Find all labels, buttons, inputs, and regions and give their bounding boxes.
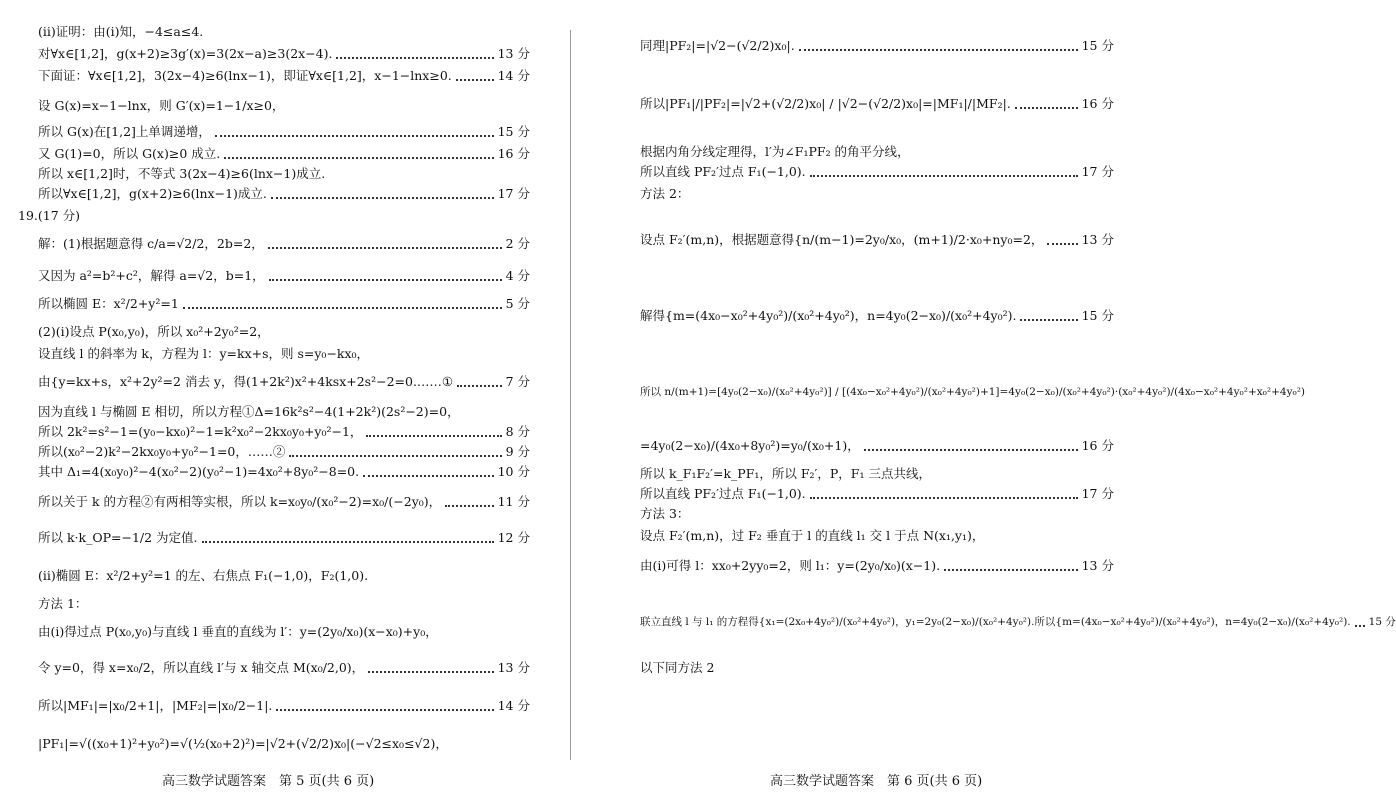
left-line-21: 所以 k·k_OP=−1/2 为定值. 12 分: [38, 530, 530, 545]
right-line-9: =4y₀(2−x₀)/(4x₀+8y₀²)=y₀/(x₀+1)， 16 分: [640, 438, 1114, 453]
left-line-7: 所以 x∈[1,2]时，不等式 3(2x−4)≥6(lnx−1)成立.: [38, 166, 326, 181]
right-line-5: 方法 2：: [640, 186, 690, 201]
right-line-4: 所以直线 PF₂′过点 F₁(−1,0). 17 分: [640, 164, 1114, 179]
left-line-24: 由(ⅰ)得过点 P(x₀,y₀)与直线 l 垂直的直线为 l′：y=(2y₀/x₀)(x−x₀)+y₀，: [38, 624, 438, 639]
right-line-16: 以下同方法 2: [640, 660, 715, 675]
left-line-23: 方法 1：: [38, 596, 88, 611]
question-19-header: 19.(17 分): [18, 208, 81, 223]
page-divider: [570, 30, 571, 760]
footer-right: 高三数学试题答案 第 6 页(共 6 页): [770, 774, 983, 789]
left-line-14: 设直线 l 的斜率为 k，方程为 l：y=kx+s，则 s=y₀−kx₀，: [38, 346, 370, 361]
right-line-8: 所以 n/(m+1)=[4y₀(2−x₀)/(x₀²+4y₀²)] / [(4x₀−x₀²+4y₀²)/(x₀²+4y₀²)+1]=4y₀(2−x₀)/(x₀²+4y₀²)·(x₀²+4y₀²)/(4x₀−x₀²+4y₀²+x₀²+4y₀²): [640, 386, 1306, 398]
left-line-5: 所以 G(x)在[1,2]上单调递增， 15 分: [38, 124, 530, 139]
left-line-18: 所以(x₀²−2)k²−2kx₀y₀+y₀²−1=0，……② 9 分: [38, 444, 530, 459]
left-line-16: 因为直线 l 与椭圆 E 相切，所以方程①Δ=16k²s²−4(1+2k²)(2s²−2)=0，: [38, 404, 460, 419]
right-line-10: 所以 k_F₁F₂′=k_PF₁，所以 F₂′，P，F₁ 三点共线，: [640, 466, 931, 481]
left-line-2: 对∀x∈[1,2]，g(x+2)≥3g′(x)=3(2x−a)≥3(2x−4). 13 分: [38, 46, 530, 61]
right-line-1: 同理|PF₂|=|√2−(√2/2)x₀|. 15 分: [640, 38, 1114, 53]
right-line-7: 解得{m=(4x₀−x₀²+4y₀²)/(x₀²+4y₀²)，n=4y₀(2−x₀)/(x₀²+4y₀²). 15 分: [640, 308, 1114, 323]
left-line-19: 其中 Δ₁=4(x₀y₀)²−4(x₀²−2)(y₀²−1)=4x₀²+8y₀²−8=0. 10 分: [38, 464, 530, 479]
left-line-26: 所以|MF₁|=|x₀/2+1|，|MF₂|=|x₀/2−1|. 14 分: [38, 698, 530, 713]
right-line-6: 设点 F₂′(m,n)，根据题意得{n/(m−1)=2y₀/x₀，(m+1)/2·x₀+ny₀=2， 13 分: [640, 232, 1114, 247]
left-line-10: 解：(1)根据题意得 c/a=√2/2，2b=2， 2 分: [38, 236, 530, 251]
left-line-15: 由{y=kx+s，x²+2y²=2 消去 y，得(1+2k²)x²+4ksx+2s²−2=0.……① 7 分: [38, 374, 530, 389]
left-line-27: |PF₁|=√((x₀+1)²+y₀²)=√(½(x₀+2)²)=|√2+(√2/2)x₀|(−√2≤x₀≤√2)，: [38, 736, 448, 751]
right-line-13: 设点 F₂′(m,n)，过 F₂ 垂直于 l 的直线 l₁ 交 l 于点 N(x₁,y₁)，: [640, 528, 985, 543]
left-line-25: 令 y=0，得 x=x₀/2，所以直线 l′与 x 轴交点 M(x₀/2,0)， 13 分: [38, 660, 530, 675]
left-line-13: (2)(ⅰ)设点 P(x₀,y₀)，所以 x₀²+2y₀²=2，: [38, 324, 270, 339]
right-line-12: 方法 3：: [640, 506, 690, 521]
right-line-14: 由(ⅰ)可得 l：xx₀+2yy₀=2，则 l₁：y=(2y₀/x₀)(x−1). 13 分: [640, 558, 1114, 573]
left-line-1: (ⅱ)证明：由(ⅰ)知，−4≤a≤4.: [38, 24, 204, 39]
footer-left: 高三数学试题答案 第 5 页(共 6 页): [162, 774, 375, 789]
right-line-15: 联立直线 l 与 l₁ 的方程得{x₁=(2x₀+4y₀²)/(x₀²+4y₀²)，y₁=2y₀(2−x₀)/(x₀²+4y₀²).所以{m=(4x₀−x₀²+4y₀²)/(x₀²+4y₀²)，n=4y₀(2−x₀)/(x₀²+4y₀²). 15 分: [640, 616, 1396, 628]
right-line-3: 根据内角分线定理得，l′为∠F₁PF₂ 的角平分线，: [640, 144, 910, 159]
left-line-4: 设 G(x)=x−1−lnx，则 G′(x)=1−1/x≥0，: [38, 98, 285, 113]
left-line-12: 所以椭圆 E：x²/2+y²=1 5 分: [38, 296, 530, 311]
left-line-20: 所以关于 k 的方程②有两相等实根，所以 k=x₀y₀/(x₀²−2)=x₀/(−2y₀)， 11 分: [38, 494, 530, 509]
left-line-3: 下面证：∀x∈[1,2]，3(2x−4)≥6(lnx−1)，即证∀x∈[1,2]，x−1−lnx≥0. 14 分: [38, 68, 530, 83]
left-line-8: 所以∀x∈[1,2]，g(x+2)≥6(lnx−1)成立. 17 分: [38, 186, 530, 201]
right-line-11: 所以直线 PF₂′过点 F₁(−1,0). 17 分: [640, 486, 1114, 501]
left-line-6: 又 G(1)=0，所以 G(x)≥0 成立. 16 分: [38, 146, 530, 161]
right-line-2: 所以|PF₁|/|PF₂|=|√2+(√2/2)x₀| / |√2−(√2/2)x₀|=|MF₁|/|MF₂|. 16 分: [640, 96, 1114, 111]
left-line-11: 又因为 a²=b²+c²，解得 a=√2，b=1， 4 分: [38, 268, 530, 283]
left-line-17: 所以 2k²=s²−1=(y₀−kx₀)²−1=k²x₀²−2kx₀y₀+y₀²−1， 8 分: [38, 424, 530, 439]
left-line-22: (ⅱ)椭圆 E：x²/2+y²=1 的左、右焦点 F₁(−1,0)，F₂(1,0).: [38, 568, 369, 583]
